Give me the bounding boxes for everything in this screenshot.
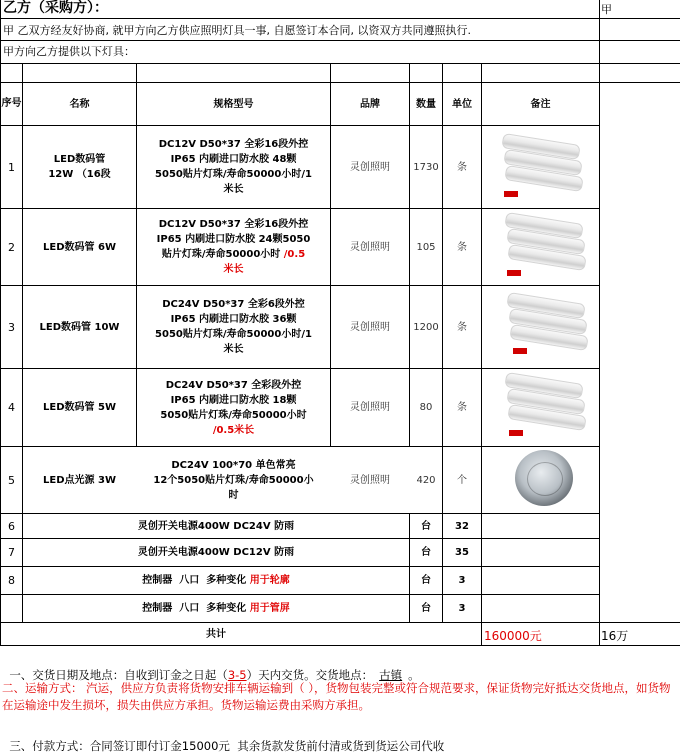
row-name: LED数码管 10W bbox=[39, 321, 120, 333]
term-delivery-mid: ）天内交货。交货地点： bbox=[246, 668, 374, 682]
row-desc-text: 灵创开关电源400W DC24V 防雨 bbox=[137, 520, 295, 532]
row-spec-red: /0.5 米长 bbox=[223, 249, 306, 275]
product-image-tubes bbox=[505, 372, 585, 442]
top-right-char: 甲 bbox=[601, 3, 612, 16]
row-spec-text: DC12V D50*37 全彩16段外控 IP65 内刷进口防水胶 48颗 5050贴片灯珠/寿命50000小时/1 米长 bbox=[155, 139, 312, 195]
row-name: LED点光源 3W bbox=[43, 474, 116, 486]
row-spec bbox=[137, 126, 330, 208]
term-payment-post: 其余货款发货前付清或货到货运公司代收 bbox=[229, 739, 445, 753]
row-desc-text: 控制器 八口 多种变化 bbox=[142, 575, 250, 586]
row-spec-text: DC12V D50*37 全彩16段外控 IP65 内刷进口防水胶 24颗5050 贴片灯珠/寿命50000小时 bbox=[156, 219, 311, 260]
row-qty: 420 bbox=[416, 474, 436, 486]
row-unit: 条 bbox=[457, 241, 467, 253]
row-spec-text: DC24V D50*37 全彩6段外控 IP65 内刷进口防水胶 36颗 5050贴片灯珠/寿命50000小时/1 米长 bbox=[155, 299, 312, 355]
col-header-brand: 品牌 bbox=[360, 98, 380, 110]
intro-text: 甲 乙双方经友好协商, 就甲方向乙方供应照明灯具一事, 自愿签订本合同, 以资双方共同遵照执行. bbox=[3, 24, 471, 37]
row-desc bbox=[23, 514, 409, 538]
row-unit: 条 bbox=[457, 161, 467, 173]
row-no: 2 bbox=[8, 240, 15, 254]
row-unit: 台 bbox=[421, 603, 431, 614]
row-qty: 35 bbox=[455, 547, 469, 558]
row-spec-text: DC24V D50*37 全彩段外控 IP65 内刷进口防水胶 18颗 5050贴片灯珠/寿命50000小时 bbox=[160, 379, 307, 421]
row-no: 6 bbox=[8, 519, 15, 533]
row-spec bbox=[137, 369, 330, 446]
product-image-tubes bbox=[505, 212, 585, 282]
term-delivery-days: 3-5 bbox=[227, 668, 247, 682]
col-header-spec: 规格型号 bbox=[213, 98, 254, 110]
term-delivery-end: 。 bbox=[408, 668, 420, 682]
buyer-title: 乙方（采购方）： bbox=[3, 0, 108, 16]
product-image-tubes bbox=[507, 292, 587, 362]
row-qty: 32 bbox=[455, 520, 469, 532]
row-qty: 1200 bbox=[413, 321, 439, 333]
row-desc-red: 用于轮廓 bbox=[249, 575, 290, 586]
col-header-remark: 备注 bbox=[530, 98, 551, 110]
row-no: 5 bbox=[8, 473, 15, 487]
row-qty: 105 bbox=[416, 241, 436, 253]
term-delivery-place: 古镇 bbox=[379, 668, 403, 682]
row-qty: 80 bbox=[419, 402, 433, 413]
row-brand: 灵创照明 bbox=[350, 474, 390, 486]
total-words: 16万 bbox=[601, 629, 629, 643]
row-unit: 个 bbox=[457, 474, 467, 486]
row-no: 1 bbox=[8, 160, 15, 174]
row-desc-red: 用于管屏 bbox=[249, 603, 290, 614]
term-payment-pre: 三、付款方式：合同签订即付订金15000元 bbox=[9, 739, 230, 753]
row-spec-red: /0.5米长 bbox=[212, 424, 255, 436]
total-value: 160000元 bbox=[484, 629, 542, 643]
row-spec bbox=[137, 286, 330, 368]
row-unit: 台 bbox=[421, 520, 431, 532]
term-transport: 二、运输方式： 汽运，供应方负责将货物安排车辆运输到（ ），货物包装完整或符合规范要求，保证货物完好抵达交货地点，如货物在运输途中发生损坏，损失由供应方承担。货物运输运费由采购方承担。 bbox=[2, 681, 671, 712]
row-brand: 灵创照明 bbox=[350, 161, 390, 173]
row-qty: 3 bbox=[458, 575, 466, 586]
row-no: 4 bbox=[8, 401, 15, 414]
row-no: 3 bbox=[8, 320, 15, 334]
row-qty: 3 bbox=[458, 603, 466, 614]
col-header-unit: 单位 bbox=[452, 98, 472, 110]
row-name: LED数码管 5W bbox=[43, 402, 116, 413]
row-brand: 灵创照明 bbox=[350, 321, 390, 333]
row-brand: 灵创照明 bbox=[350, 402, 390, 413]
row-desc-text: 灵创开关电源400W DC12V 防雨 bbox=[137, 547, 295, 558]
term-delivery-pre: 一、交货日期及地点：自收到订金之日起（ bbox=[9, 668, 228, 682]
row-desc bbox=[23, 539, 409, 566]
row-name: LED数码管 12W （16段 bbox=[48, 154, 111, 180]
total-label: 共计 bbox=[206, 628, 226, 640]
product-image-point-light bbox=[513, 448, 577, 510]
row-unit: 台 bbox=[421, 547, 431, 558]
intro-text-2: 甲方向乙方提供以下灯具： bbox=[3, 45, 135, 58]
row-unit: 台 bbox=[421, 575, 431, 586]
row-spec-text: DC24V 100*70 单色常亮 12个5050贴片灯珠/寿命50000小 时 bbox=[153, 459, 314, 501]
col-header-qty: 数量 bbox=[416, 98, 436, 110]
row-no: 8 bbox=[8, 574, 15, 587]
row-name: LED数码管 6W bbox=[43, 241, 116, 253]
row-spec bbox=[137, 209, 330, 285]
row-no: 7 bbox=[8, 546, 15, 559]
row-spec bbox=[137, 447, 330, 513]
row-qty: 1730 bbox=[413, 161, 439, 173]
term-delivery bbox=[2, 653, 420, 683]
product-image-tubes bbox=[502, 133, 582, 203]
row-desc bbox=[23, 595, 409, 622]
term-payment bbox=[2, 724, 444, 754]
row-brand: 灵创照明 bbox=[350, 241, 390, 253]
row-desc bbox=[23, 567, 409, 594]
col-header-name: 名称 bbox=[69, 98, 90, 110]
row-desc-text: 控制器 八口 多种变化 bbox=[142, 603, 250, 614]
row-unit: 条 bbox=[457, 402, 467, 413]
row-unit: 条 bbox=[457, 321, 467, 333]
col-header-no: 序号 bbox=[1, 98, 22, 109]
